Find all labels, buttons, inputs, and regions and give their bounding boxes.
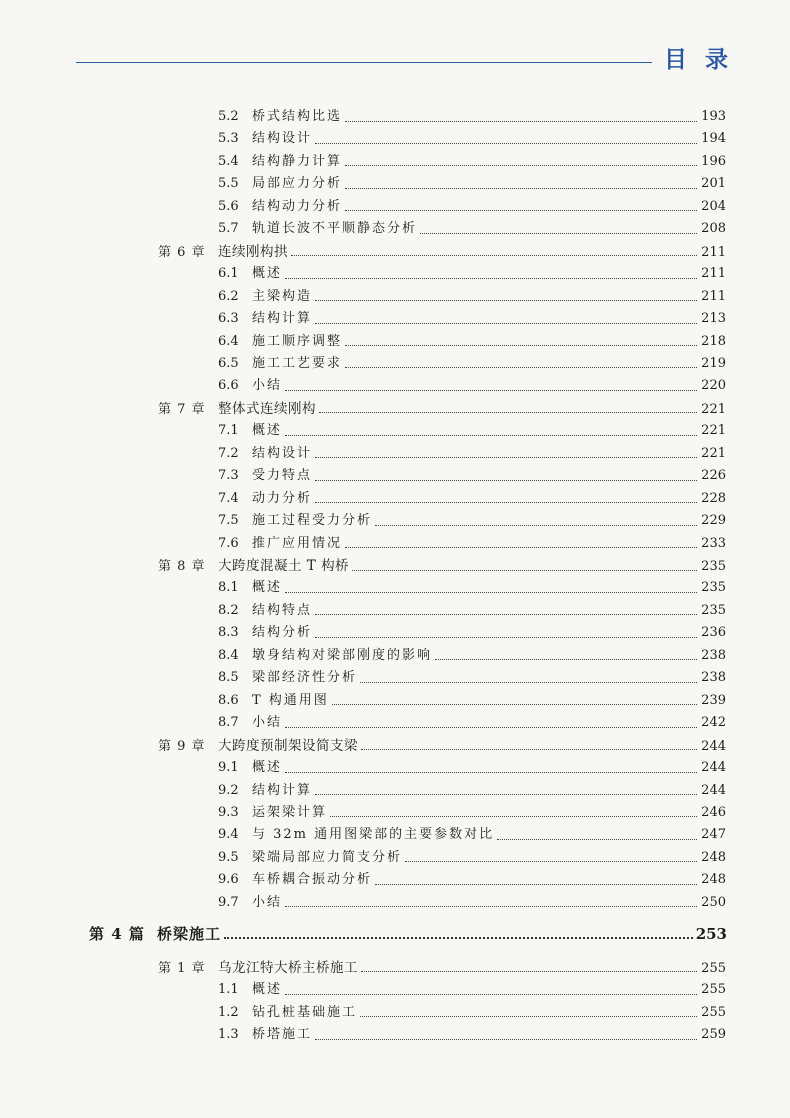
toc-title: 概述 <box>252 266 283 282</box>
toc-number: 6.3 <box>218 311 239 327</box>
toc-page-number: 211 <box>701 266 726 282</box>
toc-section-row[interactable] <box>218 622 726 644</box>
toc-chapter-row[interactable] <box>158 241 726 263</box>
toc-page-number: 235 <box>701 559 726 574</box>
toc-page-number: 208 <box>701 221 726 237</box>
toc-page-number: 221 <box>701 401 726 417</box>
dot-leader <box>345 547 697 548</box>
toc-page-number: 259 <box>701 1027 726 1042</box>
toc-number: 9.6 <box>218 872 239 888</box>
toc-number: 8.3 <box>218 625 239 641</box>
toc-section-row[interactable] <box>218 510 726 532</box>
toc-title: 结构计算 <box>252 782 313 798</box>
toc-number: 6.1 <box>218 266 239 282</box>
dot-leader <box>345 188 697 189</box>
toc-number: 9.4 <box>218 827 239 843</box>
toc-title: 结构动力分析 <box>252 198 343 214</box>
toc-page-number: 229 <box>701 513 726 529</box>
dot-leader <box>361 971 697 972</box>
toc-number: 7.6 <box>218 535 239 551</box>
dot-leader <box>435 659 697 660</box>
toc-number: 第 4 篇 <box>89 925 145 944</box>
dot-leader <box>345 210 697 211</box>
toc-number: 第 8 章 <box>158 559 206 574</box>
toc-page-number: 238 <box>701 647 726 663</box>
toc-page-number: 238 <box>701 670 726 686</box>
toc-page-number: 221 <box>701 423 726 439</box>
toc-number: 第 6 章 <box>158 244 206 260</box>
toc-section-row[interactable] <box>218 218 726 240</box>
toc-section-row[interactable] <box>218 600 726 622</box>
toc-number: 9.1 <box>218 760 239 776</box>
toc-page-number: 235 <box>701 602 726 618</box>
toc-number: 7.3 <box>218 468 239 484</box>
toc-page-number: 213 <box>701 311 726 327</box>
dot-leader <box>332 704 697 705</box>
toc-title: 大跨度混凝土 T 构桥 <box>218 558 350 574</box>
toc-title: 施工过程受力分析 <box>252 513 373 529</box>
toc-section-row[interactable] <box>218 420 726 442</box>
dot-leader <box>291 255 697 256</box>
dot-leader <box>285 592 697 593</box>
page-title: 目 录 <box>664 47 734 73</box>
toc-number: 第 7 章 <box>158 401 206 417</box>
toc-title: 梁端局部应力简支分析 <box>252 849 403 865</box>
toc-title: 桥式结构比选 <box>252 109 343 124</box>
toc-title: 整体式连续刚构 <box>218 400 316 417</box>
dot-leader <box>315 143 697 144</box>
toc-title: 动力分析 <box>252 490 313 506</box>
toc-page-number: 255 <box>701 960 726 976</box>
toc-title: 大跨度预制架设简支梁 <box>218 737 358 754</box>
toc-section-row[interactable] <box>218 802 726 824</box>
dot-leader <box>315 1039 697 1040</box>
toc-section-row[interactable] <box>218 443 726 465</box>
toc-section-row[interactable] <box>218 128 726 150</box>
toc-section-row[interactable] <box>218 645 726 667</box>
toc-section-row[interactable] <box>218 286 726 308</box>
toc-title: 结构设计 <box>252 131 313 147</box>
toc-number: 8.2 <box>218 602 239 618</box>
toc-title: 受力特点 <box>252 468 313 484</box>
toc-title: 小结 <box>252 894 283 910</box>
toc-number: 7.1 <box>218 423 239 439</box>
toc-section-row[interactable] <box>218 533 726 555</box>
toc-title: 与 32m 通用图梁部的主要参数对比 <box>252 827 495 843</box>
dot-leader <box>315 637 697 638</box>
toc-page-number: 250 <box>701 894 726 910</box>
toc-title: 结构设计 <box>252 445 313 461</box>
dot-leader <box>285 390 697 391</box>
toc-number: 8.1 <box>218 580 239 596</box>
dot-leader <box>345 165 697 166</box>
toc-page-number: 239 <box>701 692 726 708</box>
toc-title: 墩身结构对梁部刚度的影响 <box>252 647 433 663</box>
toc-title: 施工顺序调整 <box>252 333 343 349</box>
dot-leader <box>285 906 697 907</box>
toc-section-row[interactable] <box>218 173 726 195</box>
toc-section-row[interactable] <box>218 757 726 779</box>
dot-leader <box>285 727 697 728</box>
toc-title: 概述 <box>252 760 283 776</box>
toc-number: 第 9 章 <box>158 738 206 754</box>
toc-section-row[interactable] <box>218 308 726 330</box>
toc-page-number: 221 <box>701 445 726 461</box>
toc-page-number: 244 <box>701 738 726 754</box>
toc-section-row[interactable] <box>218 869 726 891</box>
toc-title: 运架梁计算 <box>252 804 328 820</box>
toc-number: 1.1 <box>218 982 239 998</box>
toc-title: 小结 <box>252 715 283 731</box>
dot-leader <box>285 772 697 773</box>
toc-section-row[interactable] <box>218 979 726 1001</box>
toc-title: 施工工艺要求 <box>252 355 343 371</box>
toc-number: 5.4 <box>218 153 239 169</box>
toc-number: 第 1 章 <box>158 960 206 976</box>
dot-leader <box>352 570 697 571</box>
toc-title: 推广应用情况 <box>252 535 343 551</box>
toc-number: 6.6 <box>218 378 239 394</box>
toc-number: 9.2 <box>218 782 239 798</box>
toc-title: 结构静力计算 <box>252 153 343 169</box>
dot-leader <box>405 861 697 862</box>
dot-leader <box>315 323 697 324</box>
toc-title: 车桥耦合振动分析 <box>252 872 373 888</box>
dot-leader <box>315 480 697 481</box>
dot-leader <box>375 884 697 885</box>
dot-leader <box>315 457 697 458</box>
toc-number: 8.5 <box>218 670 239 686</box>
dot-leader <box>315 614 697 615</box>
toc-title: 局部应力分析 <box>252 176 343 192</box>
toc-number: 6.5 <box>218 355 239 371</box>
toc-section-row[interactable] <box>218 375 726 397</box>
toc-page-number: 247 <box>701 827 726 843</box>
toc-section-row[interactable] <box>218 106 726 128</box>
toc-section-row[interactable] <box>218 667 726 689</box>
toc-number: 9.3 <box>218 804 239 820</box>
toc-page-number: 246 <box>701 804 726 820</box>
dot-leader <box>360 1016 697 1017</box>
toc-section-row[interactable] <box>218 780 726 802</box>
toc-page-number: 255 <box>701 1004 726 1020</box>
toc-page-number: 226 <box>701 468 726 484</box>
dot-leader <box>361 749 697 750</box>
toc-number: 5.5 <box>218 176 239 192</box>
toc-section-row[interactable] <box>218 577 726 599</box>
toc-title: 概述 <box>252 982 283 998</box>
toc-title: 连续刚构拱 <box>218 243 288 260</box>
toc-part-row[interactable] <box>89 921 727 947</box>
toc-title: 小结 <box>252 378 283 394</box>
dot-leader <box>375 525 697 526</box>
toc-section-row[interactable] <box>218 465 726 487</box>
toc-section-row[interactable] <box>218 263 726 285</box>
toc-number: 5.7 <box>218 221 239 237</box>
toc-page-number: 242 <box>701 715 726 731</box>
toc-page-number: 219 <box>701 355 726 371</box>
toc-title: 桥梁施工 <box>157 925 222 944</box>
toc-page-number: 218 <box>701 333 726 349</box>
toc-page-number: 253 <box>695 925 727 944</box>
toc-section-row[interactable] <box>218 690 726 712</box>
toc-title: 轨道长波不平顺静态分析 <box>252 221 418 237</box>
toc-number: 9.7 <box>218 894 239 910</box>
toc-page-number: 194 <box>701 131 726 147</box>
toc-chapter-row[interactable] <box>158 957 726 979</box>
toc-page-number: 201 <box>701 176 726 192</box>
toc-page-number: 236 <box>701 625 726 641</box>
dot-leader <box>319 412 697 413</box>
dot-leader <box>345 345 697 346</box>
toc-title: 乌龙江特大桥主桥施工 <box>218 959 358 976</box>
toc-title: 概述 <box>252 580 283 596</box>
toc-title: T 构通用图 <box>252 692 329 708</box>
toc-title: 钻孔桩基础施工 <box>252 1004 358 1020</box>
toc-number: 7.4 <box>218 490 239 506</box>
toc-section-row[interactable] <box>218 892 726 914</box>
toc-number: 8.7 <box>218 715 239 731</box>
toc-number: 6.4 <box>218 333 239 349</box>
dot-leader <box>285 278 697 279</box>
toc-page-number: 244 <box>701 782 726 798</box>
toc-page-number: 211 <box>701 288 726 304</box>
dot-leader <box>497 839 697 840</box>
toc-number: 1.3 <box>218 1027 239 1042</box>
toc-number: 6.2 <box>218 288 239 304</box>
toc-section-row[interactable] <box>218 824 726 846</box>
toc-page-number: 228 <box>701 490 726 506</box>
dot-leader <box>224 937 693 939</box>
toc-number: 8.6 <box>218 692 239 708</box>
dot-leader <box>420 233 697 234</box>
toc-title: 结构特点 <box>252 602 313 618</box>
toc-page-number: 248 <box>701 849 726 865</box>
dot-leader <box>315 502 697 503</box>
toc-page-number: 244 <box>701 760 726 776</box>
toc-section-row[interactable] <box>218 151 726 173</box>
toc-page-number: 233 <box>701 535 726 551</box>
toc-number: 8.4 <box>218 647 239 663</box>
toc-section-row[interactable] <box>218 847 726 869</box>
toc-section-row[interactable] <box>218 353 726 375</box>
dot-leader <box>285 435 697 436</box>
toc-chapter-row[interactable] <box>158 555 726 577</box>
toc-page-number: 235 <box>701 580 726 596</box>
toc-page-number: 211 <box>701 244 726 260</box>
toc-title: 结构计算 <box>252 311 313 327</box>
toc-title: 梁部经济性分析 <box>252 670 358 686</box>
toc-section-row[interactable] <box>218 331 726 353</box>
dot-leader <box>360 682 697 683</box>
toc-page-number: 196 <box>701 153 726 169</box>
toc-number: 9.5 <box>218 849 239 865</box>
toc-title: 概述 <box>252 423 283 439</box>
toc-number: 5.3 <box>218 131 239 147</box>
toc-chapter-row[interactable] <box>158 735 726 757</box>
toc-page-number: 255 <box>701 982 726 998</box>
toc-title: 主梁构造 <box>252 288 313 304</box>
toc-section-row[interactable] <box>218 1024 726 1046</box>
toc-chapter-row[interactable] <box>158 398 726 420</box>
toc-number: 5.2 <box>218 109 239 124</box>
dot-leader <box>345 367 697 368</box>
toc-section-row[interactable] <box>218 1002 726 1024</box>
dot-leader <box>345 121 697 122</box>
dot-leader <box>315 300 697 301</box>
dot-leader <box>315 794 697 795</box>
toc-section-row[interactable] <box>218 196 726 218</box>
toc-section-row[interactable] <box>218 488 726 510</box>
toc-page-number: 204 <box>701 198 726 214</box>
dot-leader <box>285 994 697 995</box>
toc-number: 5.6 <box>218 198 239 214</box>
toc-number: 7.2 <box>218 445 239 461</box>
toc-number: 1.2 <box>218 1004 239 1020</box>
toc-title: 结构分析 <box>252 625 313 641</box>
toc-title: 桥塔施工 <box>252 1027 313 1042</box>
toc-page-number: 220 <box>701 378 726 394</box>
toc-section-row[interactable] <box>218 712 726 734</box>
dot-leader <box>330 816 697 817</box>
toc-page-number: 193 <box>701 109 726 124</box>
toc-page-number: 248 <box>701 872 726 888</box>
toc-number: 7.5 <box>218 513 239 529</box>
